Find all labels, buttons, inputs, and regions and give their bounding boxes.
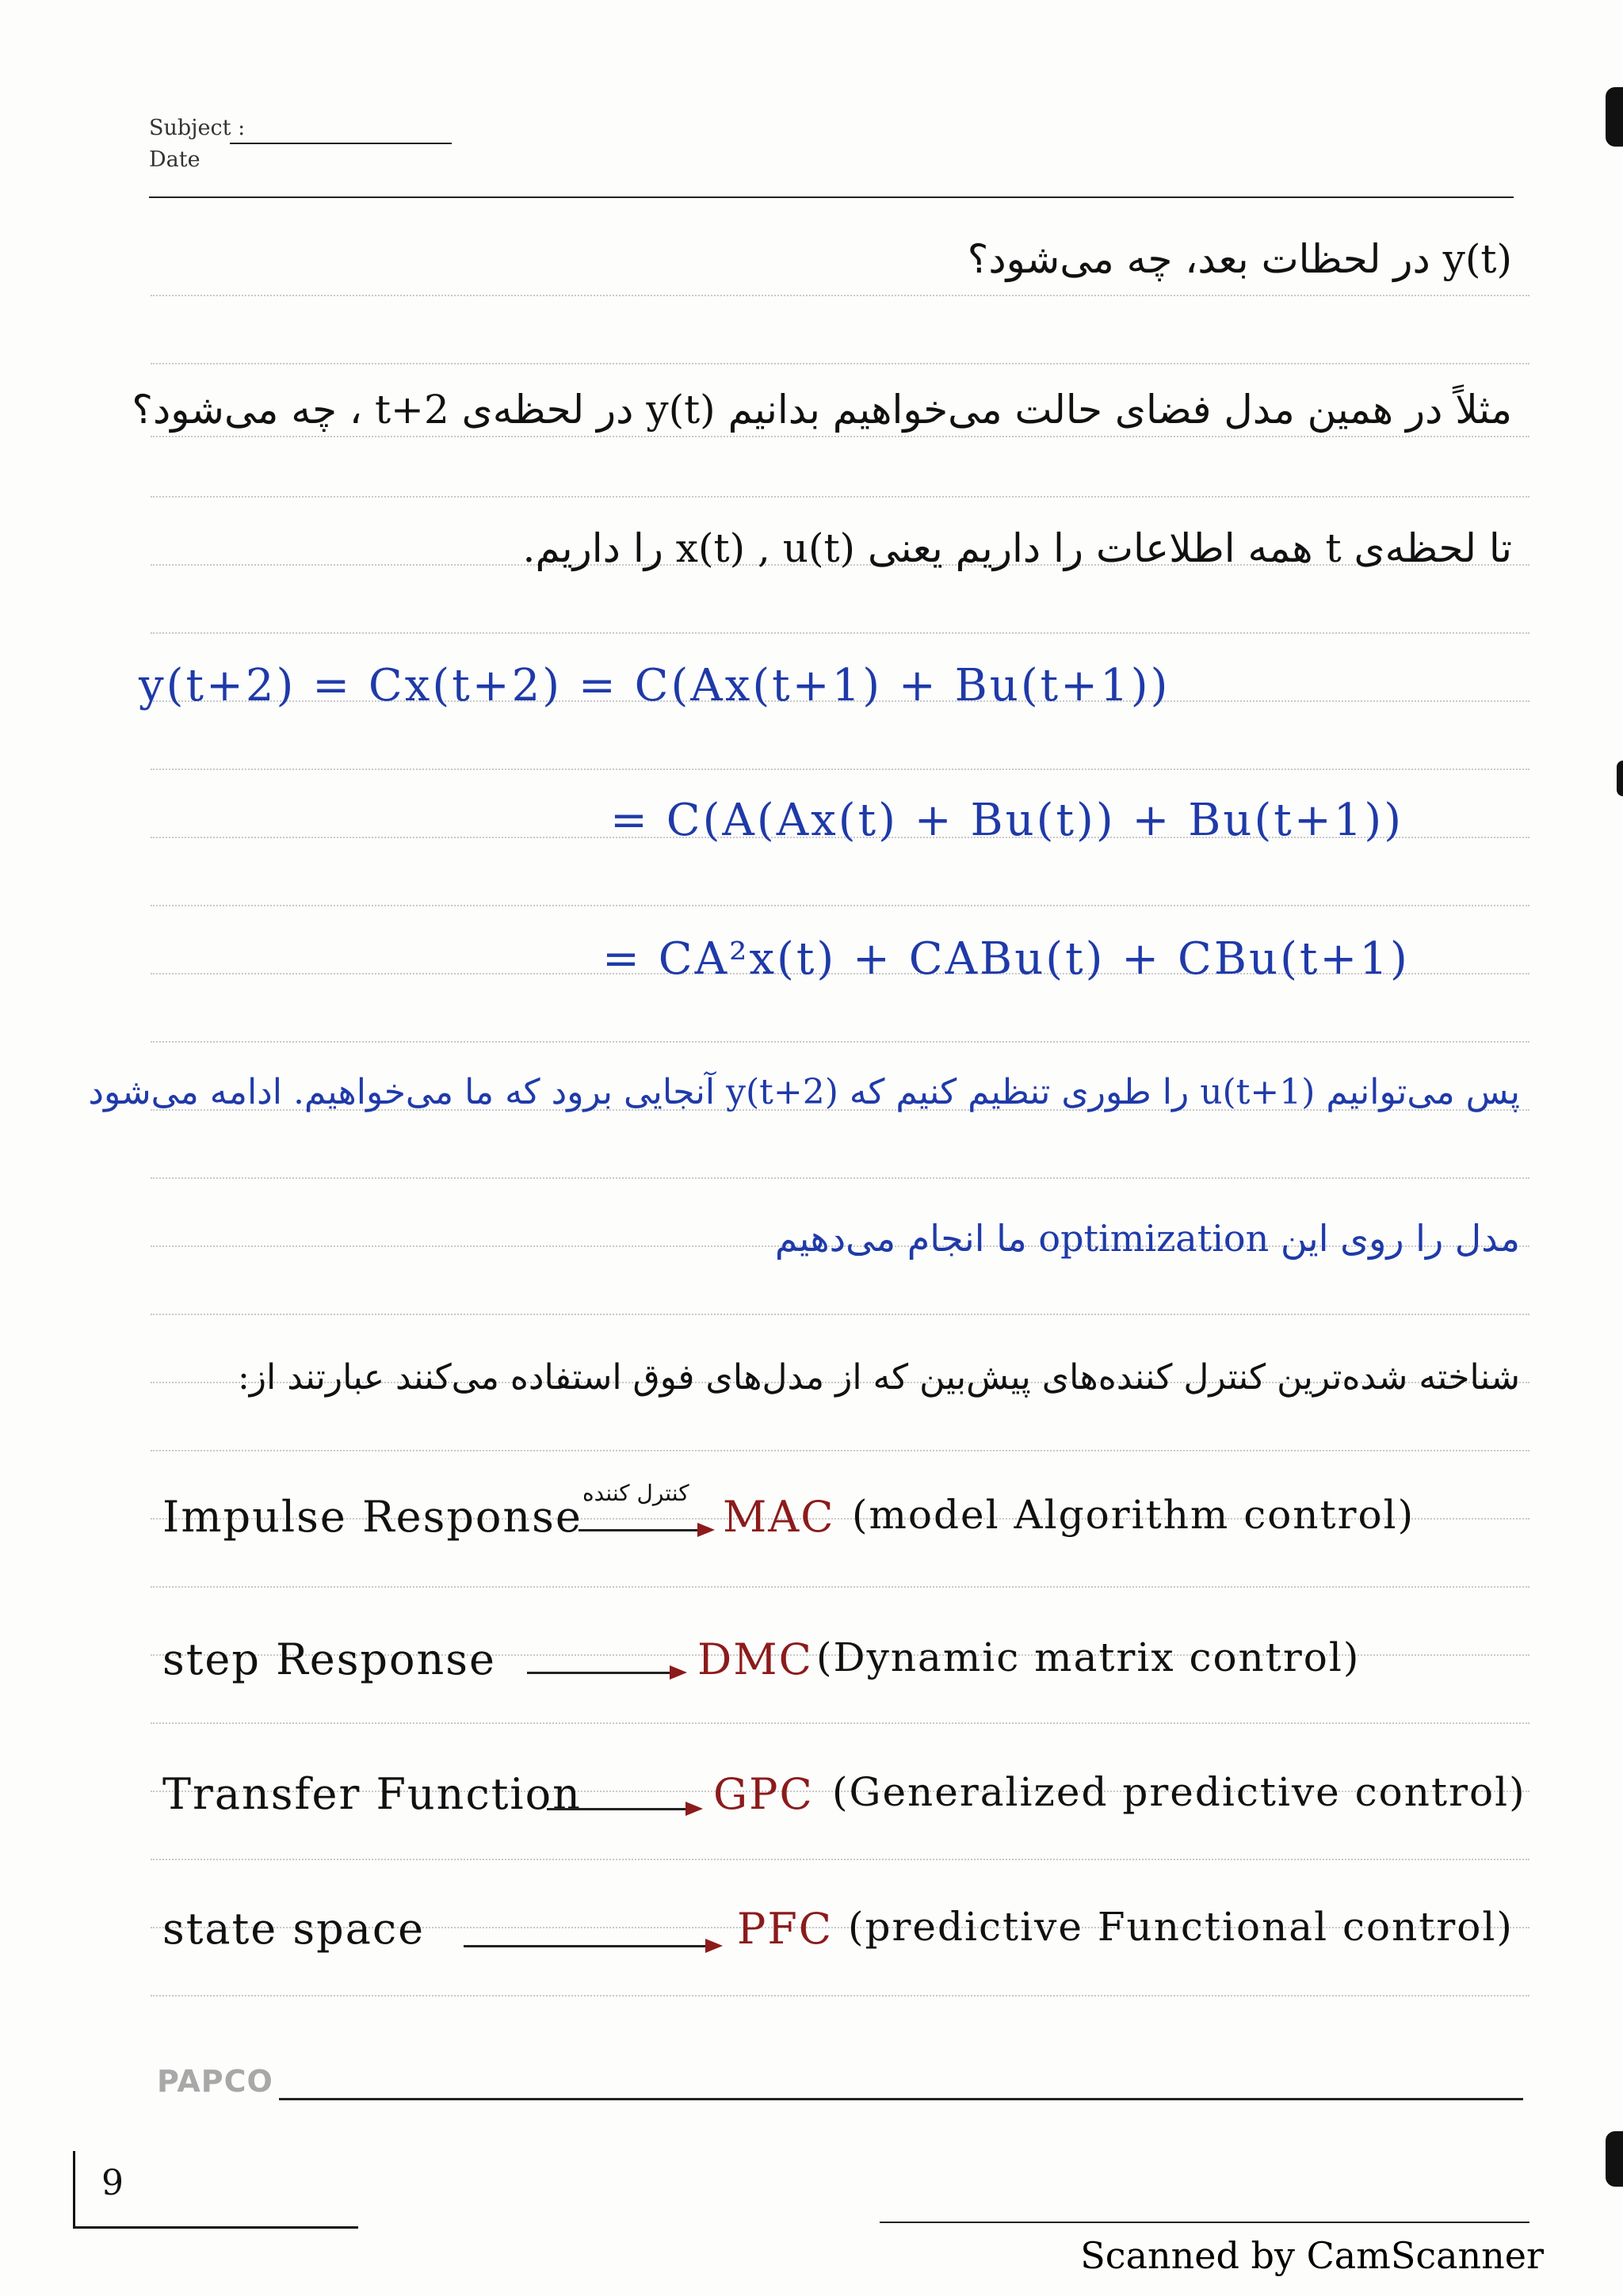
ruled-line (151, 1450, 1529, 1451)
header-rule (149, 196, 1514, 198)
controller-method: DMC (697, 1634, 813, 1684)
arrow-head (670, 1665, 687, 1680)
connector-label: کنترل کننده (582, 1480, 689, 1506)
papco-logo: PAPCO (157, 2064, 273, 2099)
controller-full-name: (model Algorithm control) (852, 1492, 1415, 1538)
controller-method: MAC (723, 1492, 835, 1542)
paragraph-line-3: پس می‌توانیم u(t+1) را طوری تنظیم کنیم که y(t+2) آنجایی برود که ما می‌خواهیم. ادامه می‌شود (88, 1072, 1520, 1112)
ruled-line (151, 295, 1529, 296)
ruled-line (151, 1314, 1529, 1315)
paragraph-line-4: مدل را روی این optimization ما انجام می‌دهیم (774, 1217, 1520, 1260)
model-type-label: state space (162, 1904, 426, 1954)
ruled-line (151, 436, 1529, 437)
ruled-line (151, 769, 1529, 770)
ruled-line (151, 496, 1529, 498)
equation-line-3: = CA²x(t) + CABu(t) + CBu(t+1) (602, 933, 1410, 985)
model-type-label: step Response (162, 1634, 496, 1684)
scanner-watermark: Scanned by CamScanner (1080, 2234, 1544, 2277)
binder-mark-top (1606, 87, 1623, 147)
arrow-head (705, 1939, 723, 1953)
binder-mark-bottom (1606, 2131, 1623, 2187)
controller-full-name: (predictive Functional control) (848, 1904, 1514, 1950)
ruled-line (151, 632, 1529, 634)
subject-label: Subject : (149, 116, 246, 140)
footer-rule (279, 2098, 1523, 2100)
ruled-line (151, 1995, 1529, 1997)
page-corner-horizontal (73, 2226, 358, 2229)
paragraph-line-5: شناخته شده‌ترین کنترل کننده‌های پیش‌بین که از مدل‌های فوق استفاده می‌کنند عبارتند از: (237, 1357, 1520, 1398)
page-number: 9 (101, 2163, 124, 2203)
arrow-line (464, 1945, 705, 1947)
ruled-line (151, 1586, 1529, 1588)
bottom-rule (880, 2222, 1529, 2223)
model-type-label: Impulse Response (162, 1492, 582, 1542)
arrow-line (527, 1672, 670, 1674)
model-type-label: Transfer Function (162, 1769, 582, 1819)
equation-line-1: y(t+2) = Cx(t+2) = C(Ax(t+1) + Bu(t+1)) (139, 660, 1170, 711)
ruled-line (151, 905, 1529, 906)
ruled-line (151, 1722, 1529, 1724)
controller-method: GPC (713, 1769, 814, 1819)
controller-method: PFC (737, 1904, 834, 1954)
arrow-head (697, 1523, 715, 1537)
ruled-line (151, 1177, 1529, 1179)
equation-line-2: = C(A(Ax(t) + Bu(t)) + Bu(t+1)) (610, 795, 1404, 846)
arrow-line (547, 1808, 685, 1810)
subject-underline (230, 143, 452, 144)
paragraph-line-1: مثلاً در همین مدل فضای حالت می‌خواهیم بدانیم y(t) در لحظه‌ی t+2 ، چه می‌شود؟ (132, 387, 1512, 433)
arrow-head (685, 1802, 703, 1816)
ruled-line (151, 1041, 1529, 1043)
question-line: y(t) در لحظات بعد، چه می‌شود؟ (967, 236, 1512, 282)
date-label: Date (149, 147, 200, 172)
page-corner-vertical (73, 2151, 75, 2226)
arrow-line (579, 1529, 697, 1531)
binder-mark-middle (1617, 761, 1623, 796)
controller-full-name: (Generalized predictive control) (832, 1769, 1526, 1815)
ruled-line (151, 363, 1529, 364)
paragraph-line-2: تا لحظه‌ی t همه اطلاعات را داریم یعنی x(t) , u(t) را داریم. (522, 525, 1512, 571)
controller-full-name: (Dynamic matrix control) (816, 1634, 1361, 1680)
ruled-line (151, 1859, 1529, 1860)
